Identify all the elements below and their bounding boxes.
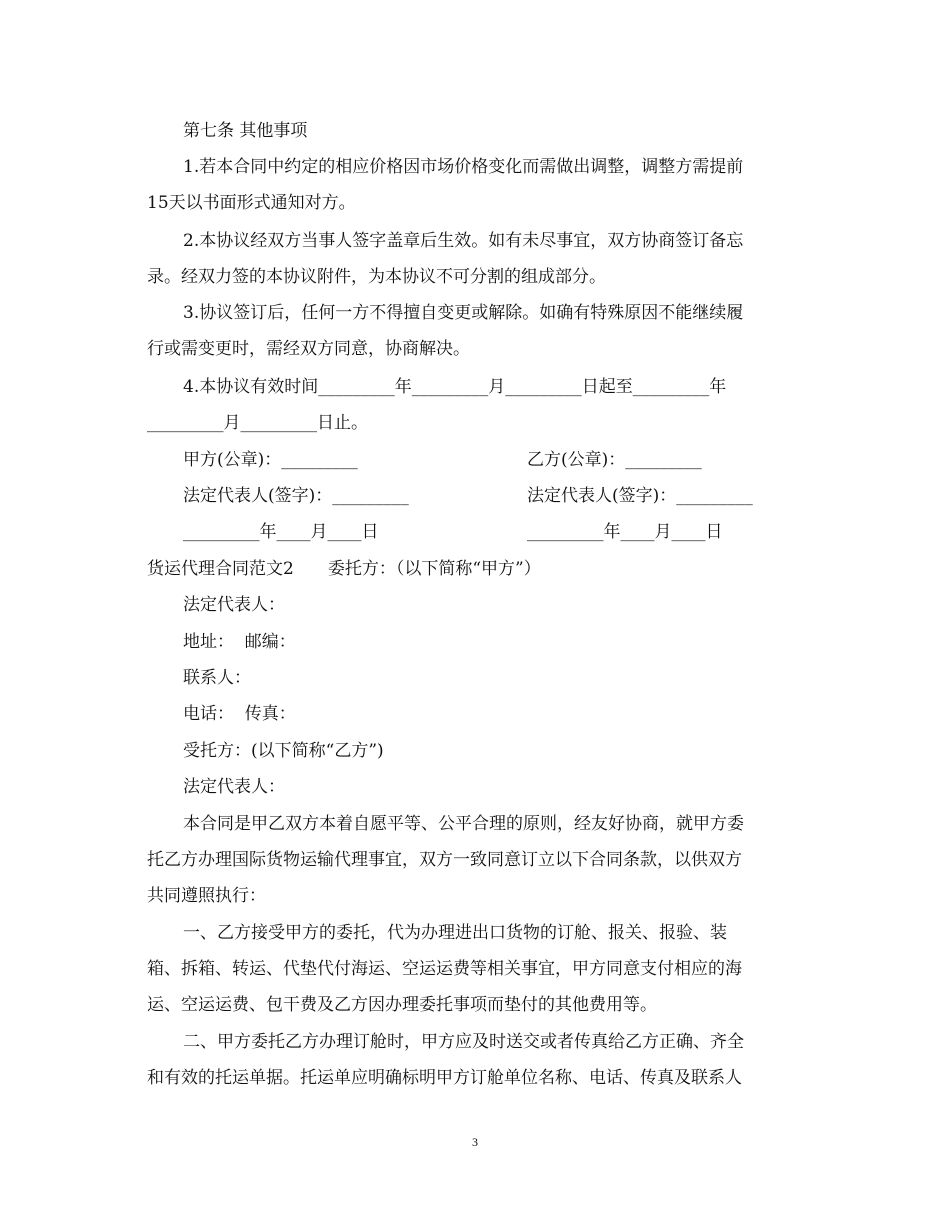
paragraph-line: 托乙方办理国际货物运输代理事宜，双方一致同意订立以下合同条款，以供双方 — [147, 850, 742, 870]
party-a-seal-field: 甲方(公章)：_________ — [183, 450, 358, 470]
paragraph-line: 和有效的托运单据。托运单应明确标明甲方订舱单位名称、电话、传真及联系人 — [147, 1068, 742, 1088]
field-line: 电话： 传真： — [183, 704, 296, 724]
section-heading: 第七条 其他事项 — [183, 121, 308, 141]
paragraph-line: 本合同是甲乙双方本着自愿平等、公平合理的原则，经友好协商，就甲方委 — [183, 814, 744, 834]
party-b-date-field: _________年____月____日 — [527, 522, 723, 542]
field-line: 法定代表人： — [183, 777, 285, 797]
field-line: 联系人： — [183, 668, 251, 688]
paragraph-line: 1.若本合同中约定的相应价格因市场价格变化而需做出调整，调整方需提前 — [183, 157, 744, 177]
paragraph-line: 一、乙方接受甲方的委托，代为办理进出口货物的订舱、报关、报验、装 — [183, 923, 727, 943]
party-a-date-field: _________年____月____日 — [183, 522, 379, 542]
paragraph-line: 录。经双力签的本协议附件，为本协议不可分割的组成部分。 — [147, 267, 606, 287]
paragraph-line: 4.本协议有效时间_________年_________月_________日起至_________年 — [183, 377, 727, 397]
paragraph-line: 箱、拆箱、转运、代垫代付海运、空运运费等相关事宜，甲方同意支付相应的海 — [147, 959, 742, 979]
paragraph-line: 共同遵照执行： — [147, 886, 266, 906]
contract-title-line: 货运代理合同范文2 委托方：（以下简称“甲方”） — [147, 559, 541, 579]
party-b-representative-field: 法定代表人(签字)：_________ — [527, 486, 753, 506]
paragraph-line: 15天以书面形式通知对方。 — [147, 193, 356, 213]
page-number: 3 — [472, 1135, 478, 1149]
paragraph-line: 3.协议签订后，任何一方不得擅自变更或解除。如确有特殊原因不能继续履 — [183, 303, 744, 323]
field-line: 法定代表人： — [183, 595, 285, 615]
field-line: 地址： 邮编： — [183, 632, 296, 652]
paragraph-line: 二、甲方委托乙方办理订舱时，甲方应及时送交或者传真给乙方正确、齐全 — [183, 1032, 744, 1052]
paragraph-line: _________月_________日止。 — [147, 413, 368, 433]
paragraph-line: 2.本协议经双方当事人签字盖章后生效。如有未尽事宜，双方协商签订备忘 — [183, 231, 744, 251]
party-a-representative-field: 法定代表人(签字)：_________ — [183, 486, 409, 506]
paragraph-line: 行或需变更时，需经双方同意，协商解决。 — [147, 339, 470, 359]
paragraph-line: 运、空运运费、包干费及乙方因办理委托事项而垫付的其他费用等。 — [147, 995, 657, 1015]
field-line: 受托方：(以下简称“乙方”) — [183, 741, 384, 761]
party-b-seal-field: 乙方(公章)：_________ — [527, 450, 702, 470]
